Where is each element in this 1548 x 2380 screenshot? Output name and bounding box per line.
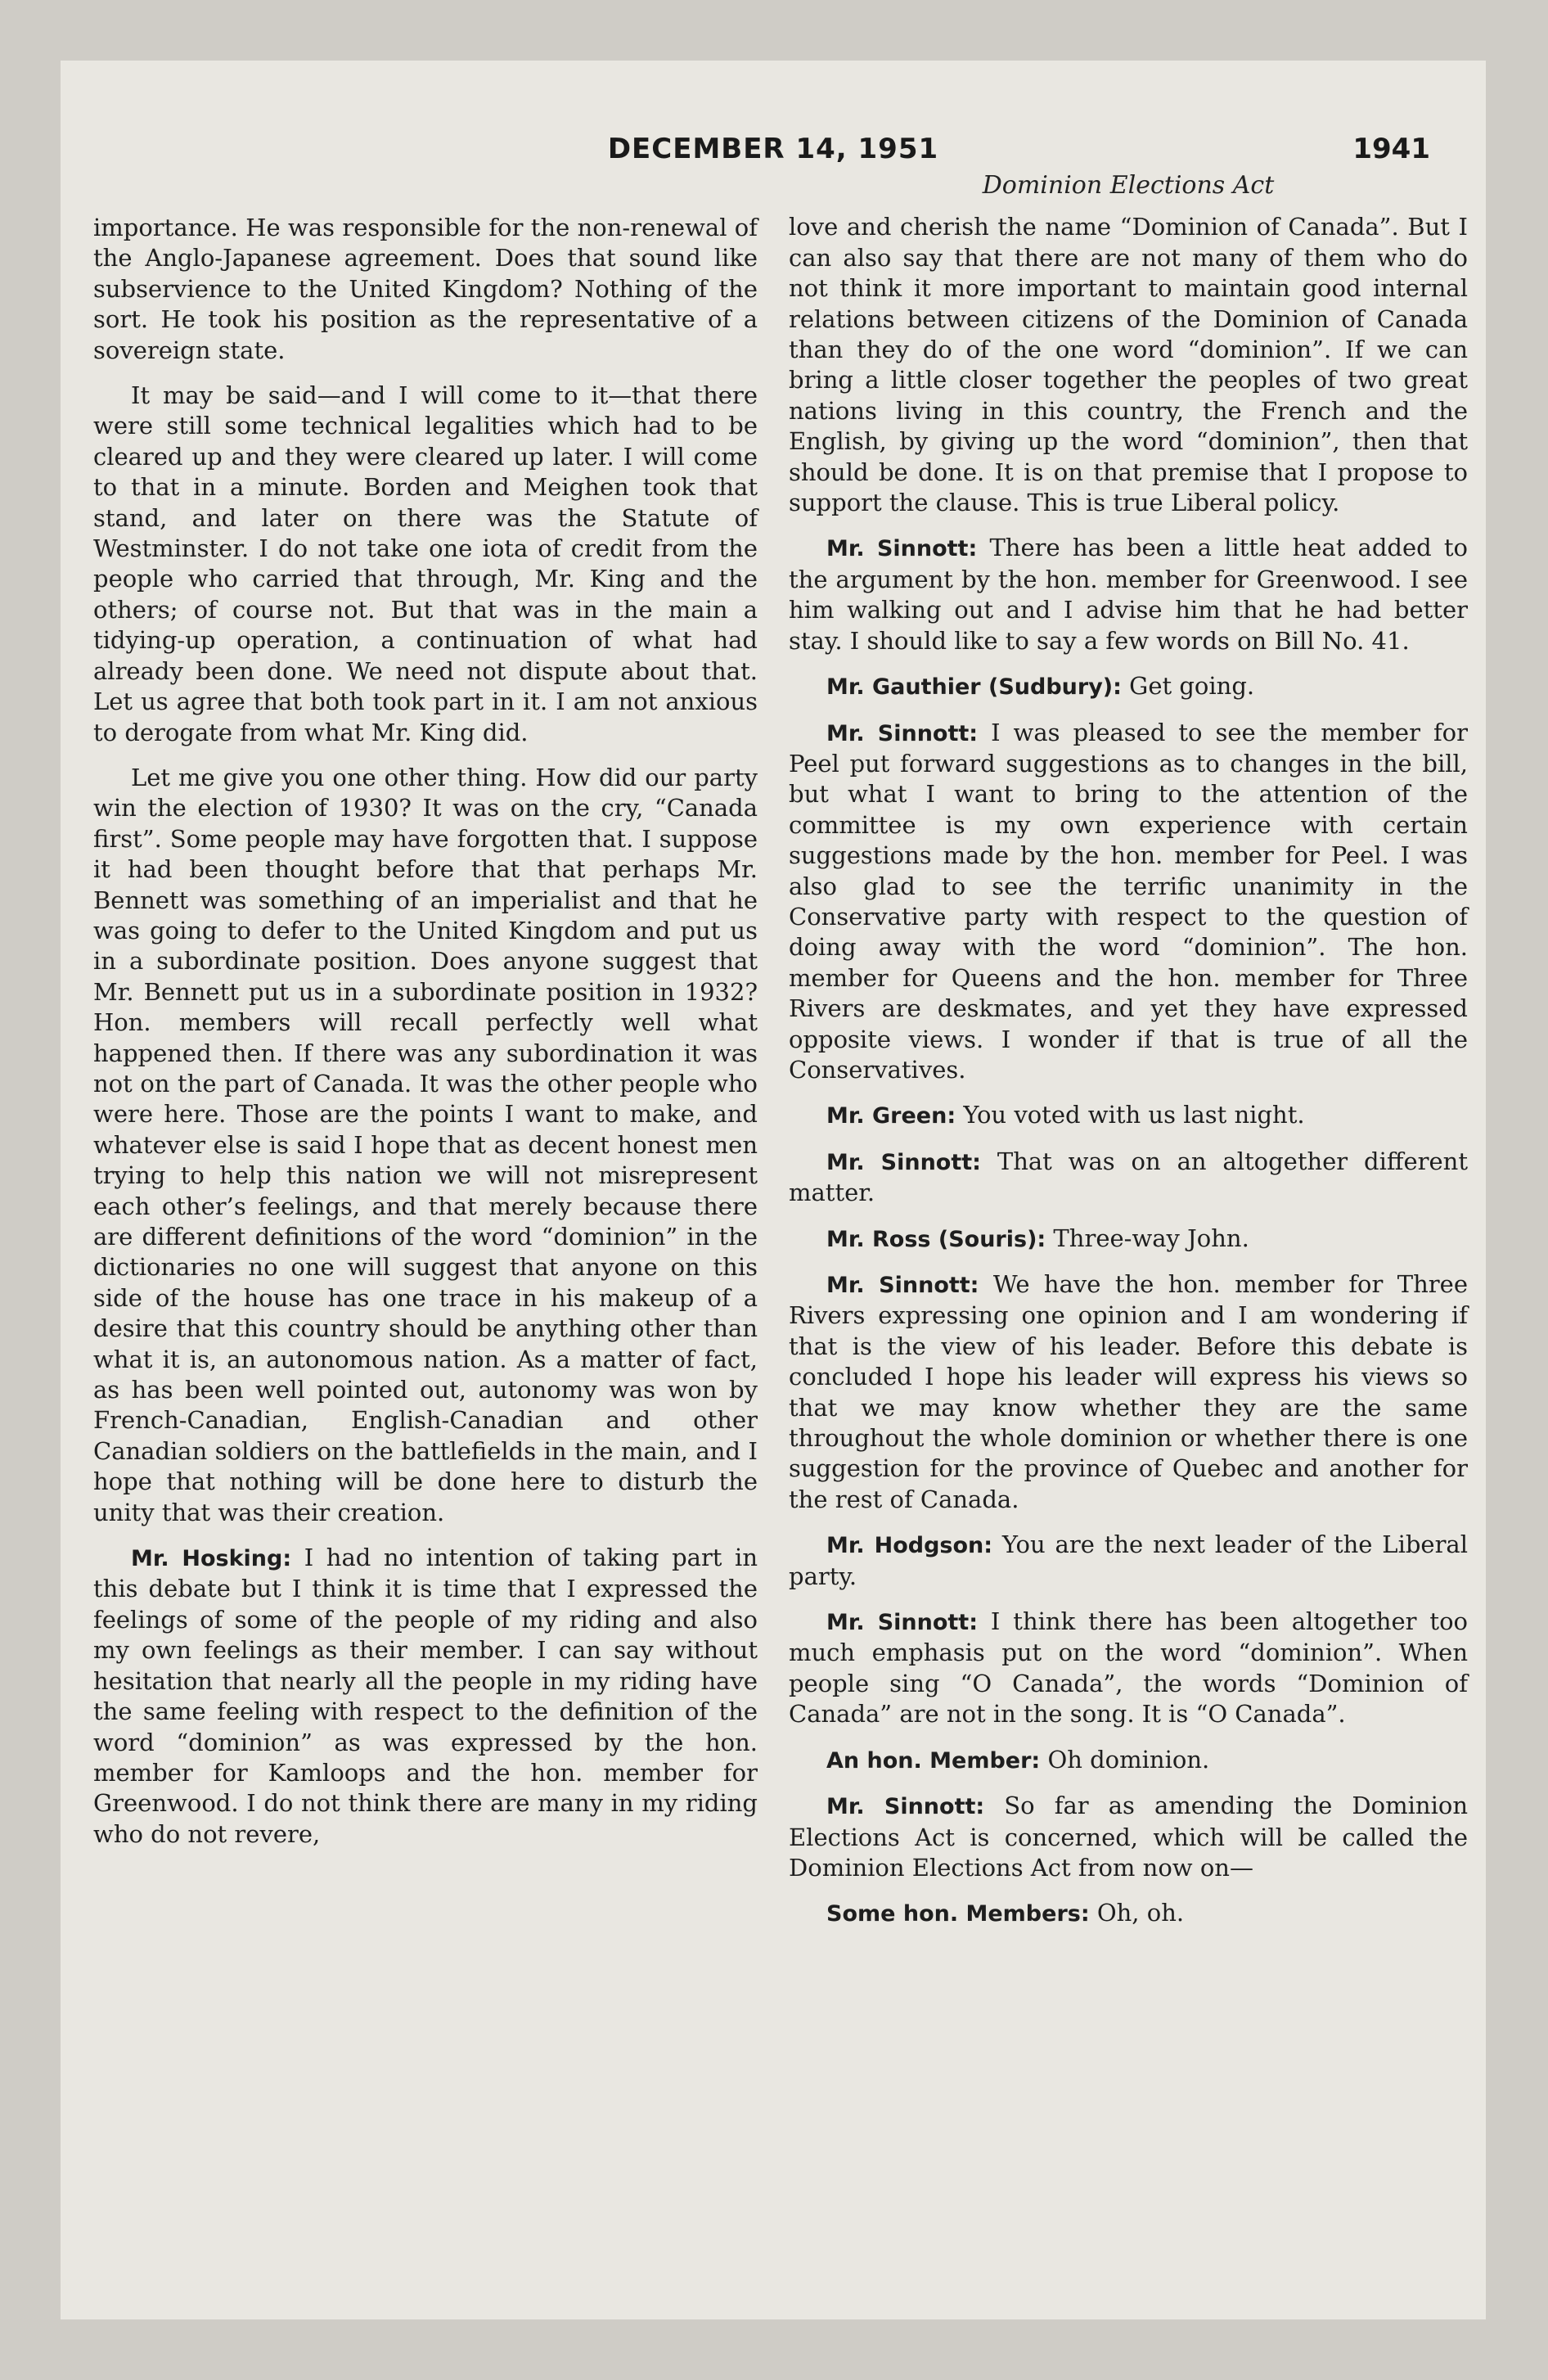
paragraph-text: importance. He was responsible for the non-renewal of the Anglo-Japanese agreement. Does that sound like subservience to the United Kingdom? Nothing of the sort. He took his position as the representative of a sovereign state. bbox=[93, 214, 758, 364]
speech-paragraph bbox=[789, 1745, 1468, 1776]
speaker-name: Mr. Sinnott: bbox=[826, 1794, 985, 1820]
speech-paragraph bbox=[789, 1269, 1468, 1515]
text-paragraph bbox=[93, 763, 758, 1528]
paragraph-text: I was pleased to see the member for Peel put forward suggestions as to changes in the bill, but what I want to bring to the attention of the committee is my own experience with certain suggestions made by the hon. member for Peel. I was also glad to see the terrific unanimity in the Conservative party with respect to the question of doing away with the word “dominion”. The hon. member for Queens and the hon. member for Three Rivers are deskmates, and yet they have expressed opposite views. I wonder if that is true of all the Conservatives. bbox=[789, 718, 1468, 1084]
speaker-name: Mr. Hodgson: bbox=[826, 1533, 993, 1559]
paragraph-text: Let me give you one other thing. How did our party win the election of 1930? It was on the cry, “Canada first”. Some people may have forgotten that. I suppose it had been thought before that that perhaps Mr. Bennett was something of an imperialist and that he was going to defer to the United Kingdom and put us in a subordinate position. Does anyone suggest that Mr. Bennett put us in a subordinate position in 1932? Hon. members will recall perfectly well what happened then. If there was any subordination it was not on the part of Canada. It was the other people who were here. Those are the points I want to make, and whatever else is said I hope that as decent honest men trying to help this nation we will not misrepresent each other’s feelings, and that merely because there are different definitions of the word “dominion” in the dictionaries no one will suggest that anyone on this side of the house has one trace in his makeup of a desire that this country should be anything other than what it is, an autonomous nation. As a matter of fact, as has been well pointed out, autonomy was won by French-Canadian, English-Canadian and other Canadian soldiers on the battlefields in the main, and I hope that nothing will be done here to disturb the unity that was their creation. bbox=[93, 763, 758, 1526]
speaker-name: Some hon. Members: bbox=[826, 1901, 1090, 1927]
text-paragraph bbox=[789, 212, 1468, 518]
speaker-name: Mr. Hosking: bbox=[131, 1546, 292, 1572]
page-date-title: DECEMBER 14, 1951 bbox=[607, 133, 939, 165]
hansard-page bbox=[61, 61, 1486, 2319]
speaker-name: Mr. Gauthier (Sudbury): bbox=[826, 674, 1122, 701]
speech-paragraph bbox=[789, 533, 1468, 656]
paragraph-text: You voted with us last night. bbox=[956, 1101, 1305, 1129]
speech-paragraph bbox=[93, 1543, 758, 1850]
paragraph-text: It may be said—and I will come to it—that there were still some technical legalities which had to be cleared up and they were cleared up later. I will come to that in a minute. Borden and Meighen took that stand, and later on there was the Statute of Westminster. I do not take one iota of credit from the people who carried that through, Mr. King and the others; of course not. But that was in the main a tidying-up operation, a continuation of what had already been done. We need not dispute about that. Let us agree that both took part in it. I am not anxious to derogate from what Mr. King did. bbox=[93, 381, 758, 746]
paragraph-text: There has been a little heat added to the argument by the hon. member for Greenwood. I see him walking out and I advise him that he had better stay. I should like to say a few words on Bill No. 41. bbox=[789, 534, 1468, 655]
paragraph-text: Oh dominion. bbox=[1040, 1745, 1210, 1774]
running-head: Dominion Elections Act bbox=[982, 171, 1275, 200]
paragraph-text: love and cherish the name “Dominion of Canada”. But I can also say that there are not many of them who do not think it more important to maintain good internal relations between citizens of the Dominion of Canada than they do of the one word “dominion”. If we can bring a little closer together the peoples of two great nations living in this country, the French and the English, by giving up the word “dominion”, then that should be done. It is on that premise that I propose to support the clause. This is true Liberal policy. bbox=[789, 213, 1468, 517]
paragraph-text: We have the hon. member for Three Rivers expressing one opinion and I am wondering if that is the view of his leader. Before this debate is concluded I hope his leader will express his views so that we may know whether they are the same throughout the whole dominion or whether there is one suggestion for the province of Quebec and another for the rest of Canada. bbox=[789, 1270, 1468, 1513]
speaker-name: Mr. Ross (Souris): bbox=[826, 1226, 1046, 1252]
speaker-name: Mr. Sinnott: bbox=[826, 1610, 978, 1636]
speaker-name: An hon. Member: bbox=[826, 1747, 1041, 1774]
paragraph-text: Get going. bbox=[1121, 672, 1255, 701]
speaker-name: Mr. Green: bbox=[826, 1103, 956, 1129]
paragraph-text: Three-way John. bbox=[1046, 1224, 1249, 1252]
speech-paragraph bbox=[789, 1898, 1468, 1929]
right-column bbox=[789, 171, 1469, 1945]
paragraph-text: That was on an altogether different matter. bbox=[789, 1147, 1469, 1207]
speaker-name: Mr. Sinnott: bbox=[826, 536, 978, 562]
left-column bbox=[93, 213, 758, 1864]
speech-paragraph bbox=[789, 1147, 1468, 1209]
speech-paragraph bbox=[789, 1791, 1468, 1883]
paragraph-text: Oh, oh. bbox=[1089, 1899, 1185, 1927]
speaker-name: Mr. Sinnott: bbox=[826, 720, 979, 746]
speech-paragraph bbox=[789, 718, 1468, 1086]
speech-paragraph bbox=[789, 671, 1468, 702]
text-paragraph bbox=[93, 381, 758, 748]
paragraph-text: I had no intention of taking part in this debate but I think it is time that I expressed the feelings of some of the people of my riding and also my own feelings as their member. I can say without hesitation that nearly all the people in my riding have the same feeling with respect to the definition of the word “dominion” as was expressed by the hon. member for Kamloops and the hon. member for Greenwood. I do not think there are many in my riding who do not revere, bbox=[93, 1544, 758, 1848]
text-paragraph bbox=[93, 213, 758, 366]
speech-paragraph bbox=[789, 1607, 1468, 1730]
speaker-name: Mr. Sinnott: bbox=[826, 1273, 979, 1298]
speech-paragraph bbox=[789, 1530, 1468, 1592]
speech-paragraph bbox=[789, 1224, 1468, 1255]
paragraph-text: I think there has been altogether too much emphasis put on the word “dominion”. When people sing “O Canada”, the words “Dominion of Canada” are not in the song. It is “O Canada”. bbox=[789, 1607, 1468, 1729]
speech-paragraph bbox=[789, 1100, 1468, 1131]
paragraph-text: So far as amending the Dominion Elections Act is concerned, which will be called the Dominion Elections Act from now on— bbox=[789, 1792, 1468, 1882]
speaker-name: Mr. Sinnott: bbox=[826, 1149, 981, 1175]
page-number: 1941 bbox=[1352, 133, 1430, 165]
paragraph-text: You are the next leader of the Liberal party. bbox=[789, 1530, 1468, 1590]
